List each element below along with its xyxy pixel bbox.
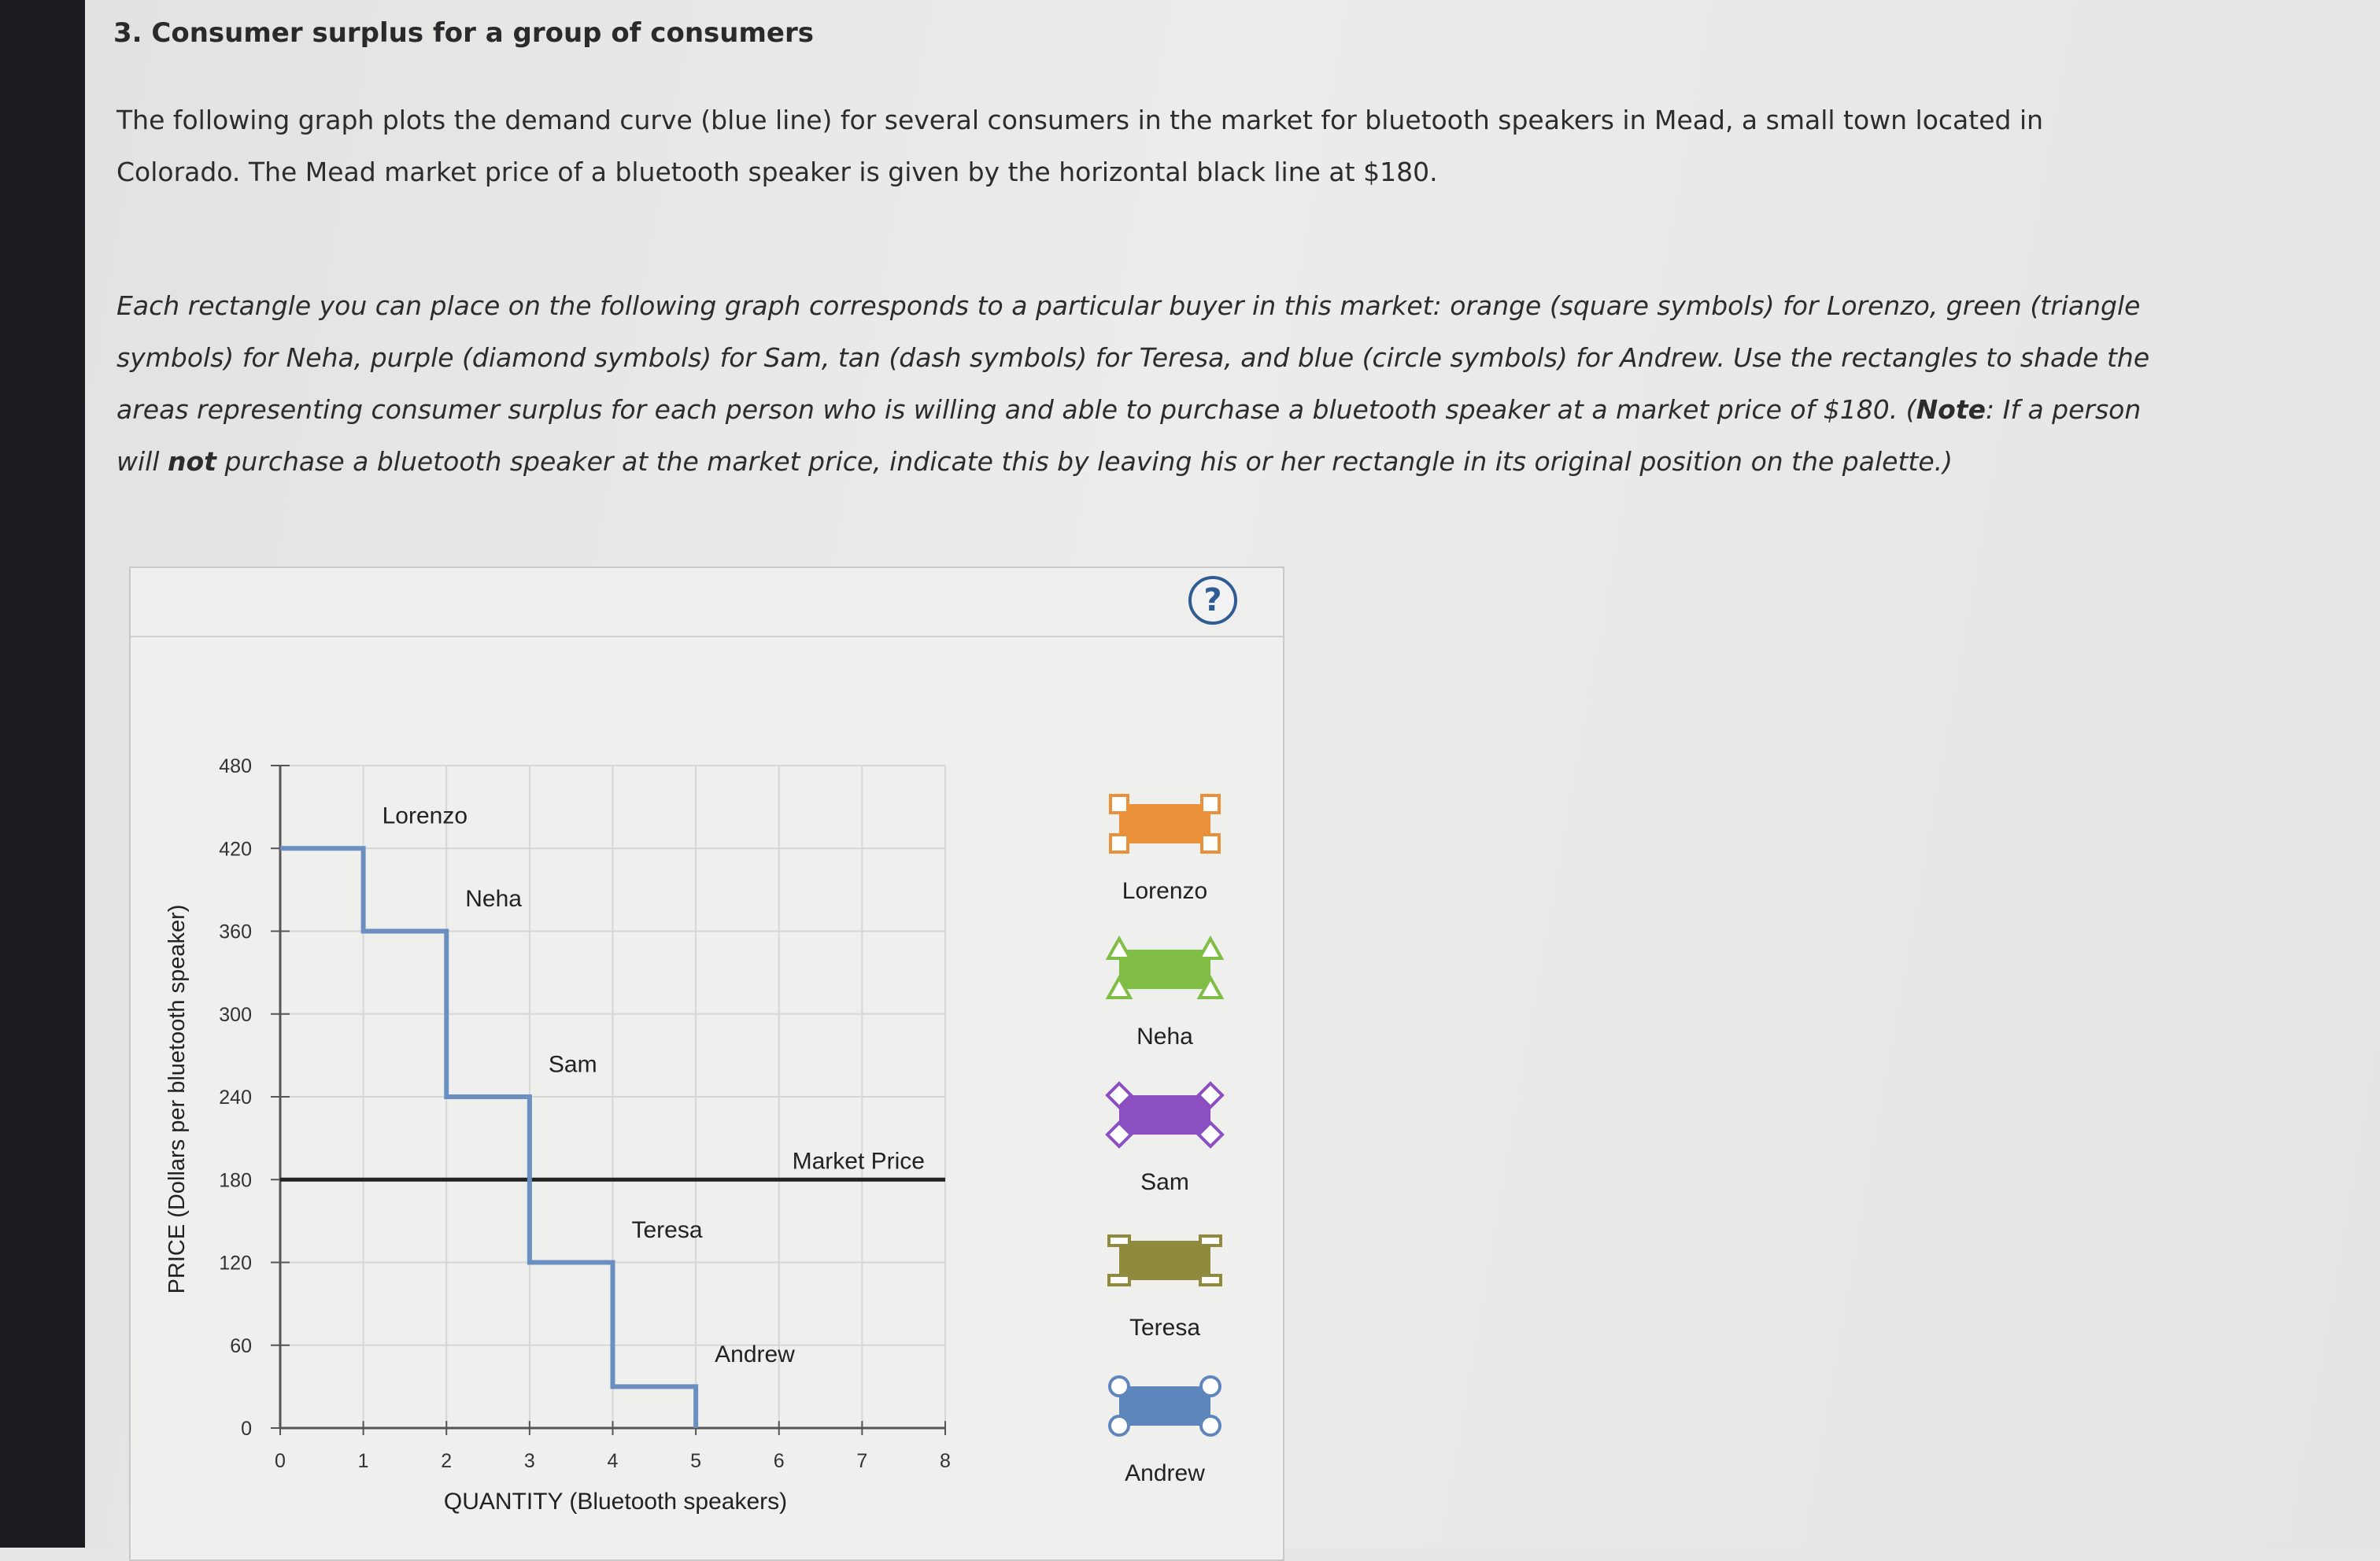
y-axis-label: PRICE (Dollars per bluetooth speaker)	[164, 904, 190, 1294]
palette-rect-andrew[interactable]	[1110, 1377, 1220, 1435]
instructions-not: not	[168, 446, 216, 477]
instructions-part-a: Each rectangle you can place on the following graph corresponds to a particular buyer in this market: orange (square symbols) for Lorenzo, green (triangle symbols) for Neha, purple (diamond symbols) for Sam, tan (dash symbols) for Teresa, and blue (circle symbols) for Andrew. Use the rectangles to shade the areas representing consumer surplus for each person who is willing and able to purchase a bluetooth speaker at a market price of $180. (	[116, 290, 2150, 425]
instructions-note: Note	[1916, 394, 1986, 425]
demand-curve	[280, 848, 696, 1428]
y-tick-label: 60	[230, 1334, 252, 1357]
y-tick-label: 480	[219, 755, 252, 777]
x-tick-label: 3	[523, 1450, 535, 1472]
market-price-label: Market Price	[792, 1148, 925, 1175]
palette-rect-sam[interactable]	[1107, 1083, 1222, 1146]
question-title: 3. Consumer surplus for a group of consumers	[113, 17, 814, 49]
palette-rect-neha[interactable]	[1108, 939, 1221, 998]
x-tick-label: 7	[856, 1450, 868, 1472]
step-label-teresa: Teresa	[631, 1216, 703, 1243]
help-button[interactable]: ?	[1188, 576, 1237, 625]
palette-rect-lorenzo[interactable]	[1111, 795, 1219, 852]
palette-rect-teresa[interactable]	[1109, 1236, 1221, 1285]
x-tick-label: 8	[940, 1450, 951, 1472]
x-tick-label: 6	[773, 1450, 785, 1472]
palette-label-lorenzo: Lorenzo	[1122, 878, 1208, 904]
demand-graph[interactable]	[131, 568, 1283, 1544]
instructions-part-c: purchase a bluetooth speaker at the market price, indicate this by leaving his or her rectangle in its original position on the palette.)	[216, 446, 1953, 477]
y-tick-label: 360	[219, 921, 252, 943]
question-paragraph-instructions	[116, 280, 2163, 488]
palette-label-teresa: Teresa	[1129, 1315, 1201, 1341]
x-axis-label: QUANTITY (Bluetooth speakers)	[443, 1489, 788, 1515]
step-label-andrew: Andrew	[715, 1341, 795, 1367]
palette-label-neha: Neha	[1136, 1024, 1193, 1050]
ticks-layer	[219, 755, 951, 1472]
x-tick-label: 0	[275, 1450, 286, 1472]
y-tick-label: 300	[219, 1003, 252, 1026]
step-label-lorenzo: Lorenzo	[382, 803, 468, 829]
y-tick-label: 180	[219, 1169, 252, 1192]
instructions-part-b: : If a person will	[116, 394, 2142, 477]
y-tick-label: 420	[219, 838, 252, 861]
dark-left-edge	[0, 0, 85, 1548]
y-tick-label: 0	[241, 1418, 252, 1440]
y-tick-label: 240	[219, 1087, 252, 1109]
step-label-sam: Sam	[548, 1051, 597, 1078]
x-tick-label: 1	[357, 1450, 369, 1472]
x-tick-label: 2	[441, 1450, 453, 1472]
question-paragraph-intro: The following graph plots the demand curve (blue line) for several consumers in the market for bluetooth speakers in Mead, a small town located in Colorado. The Mead market price of a bluetooth speaker is given by the horizontal black line at $180.	[116, 105, 2044, 187]
graph-panel	[129, 566, 1284, 1561]
x-tick-label: 4	[607, 1450, 619, 1472]
y-tick-label: 120	[219, 1252, 252, 1275]
x-tick-label: 5	[690, 1450, 702, 1472]
palette-label-andrew: Andrew	[1125, 1460, 1205, 1486]
step-label-neha: Neha	[465, 885, 522, 912]
rectangle-palette	[1107, 795, 1222, 1486]
palette-label-sam: Sam	[1140, 1169, 1189, 1195]
